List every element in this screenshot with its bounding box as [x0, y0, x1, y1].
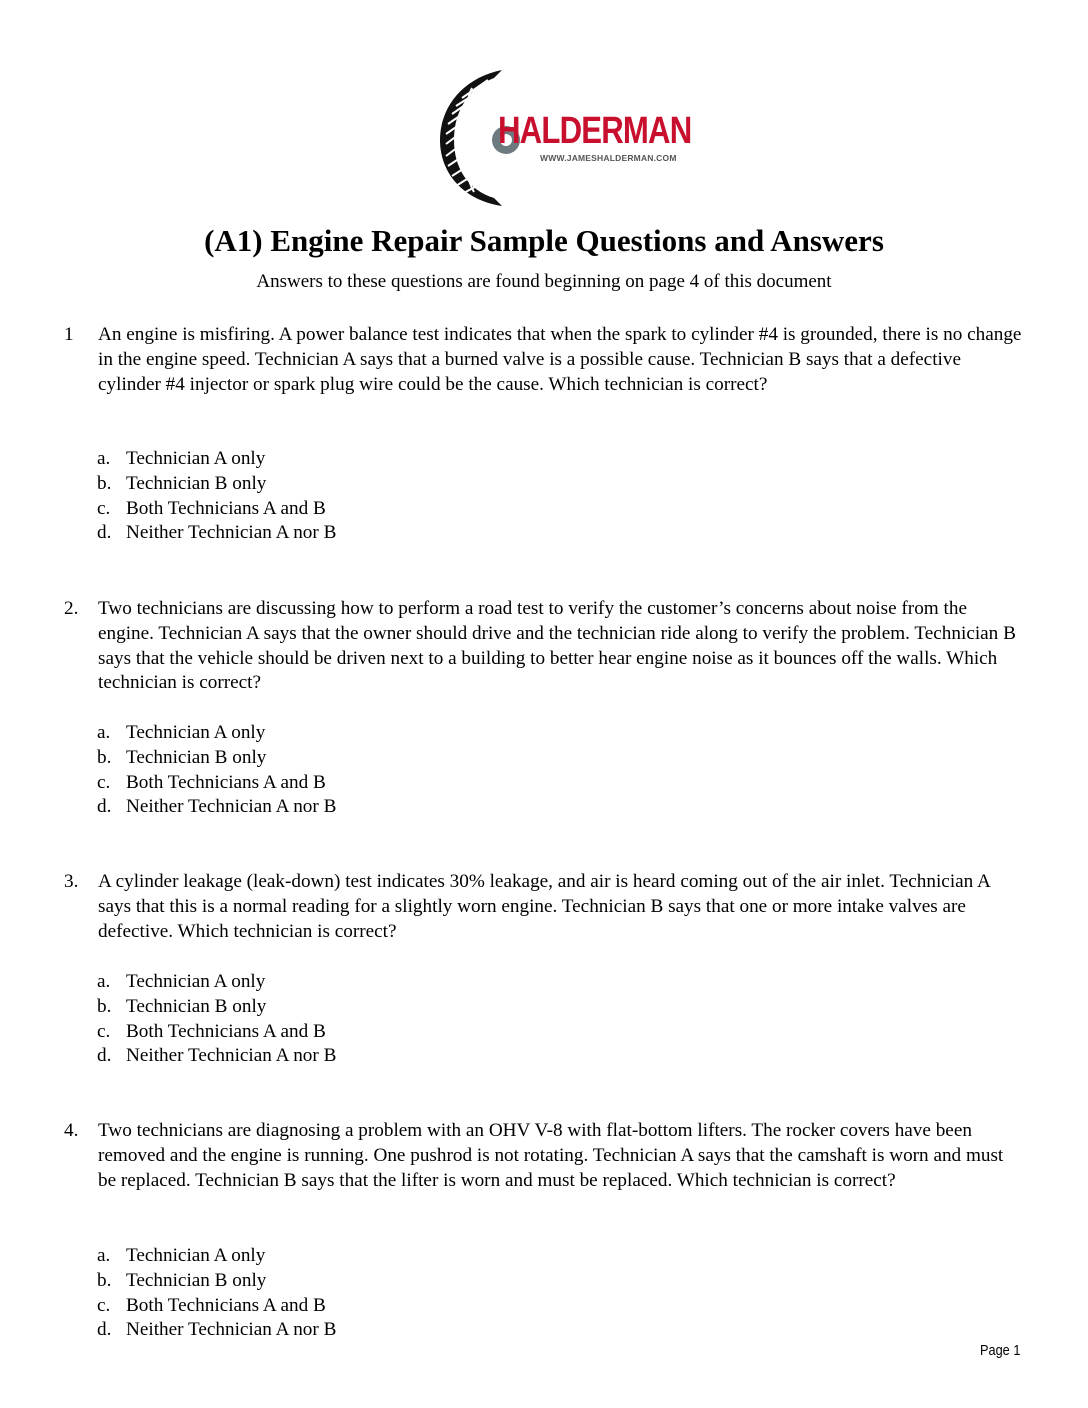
- option-letter: a.: [97, 971, 111, 992]
- option-text: Both Technicians A and B: [126, 1020, 326, 1042]
- option-b: [97, 746, 336, 771]
- option-letter: c.: [97, 771, 111, 793]
- question-number: 4.: [64, 1120, 79, 1141]
- option-c: [97, 497, 336, 522]
- option-d: [97, 1318, 336, 1343]
- option-text: Both Technicians A and B: [126, 1294, 326, 1316]
- question-text: A cylinder leakage (leak-down) test indicates 30% leakage, and air is heard coming out of the air inlet. Technician A says that this is a normal reading for a slightly worn engine. Technician B says that one or more intake valves are defective. Which technician is correct?: [98, 871, 990, 942]
- option-letter: b.: [97, 746, 112, 768]
- option-letter: d.: [97, 522, 112, 544]
- option-text: Neither Technician A nor B: [126, 522, 337, 544]
- brand-name: HALDERMAN: [498, 110, 692, 152]
- question-text: Two technicians are discussing how to perform a road test to verify the customer’s concerns about noise from the engine. Technician A says that the owner should drive and the technician ride along to verify the problem. Technician B says that the vehicle should be driven next to a building to better hear engine noise as it bounces off the walls. Which technician is correct?: [98, 598, 1016, 694]
- option-a: [97, 721, 336, 746]
- option-d: [97, 795, 336, 820]
- option-b: [97, 1269, 336, 1294]
- question-number: 2.: [64, 598, 79, 619]
- option-letter: a.: [97, 1245, 111, 1266]
- option-letter: a.: [97, 448, 111, 469]
- page-subtitle: Answers to these questions are found beginning on page 4 of this document: [256, 271, 832, 292]
- option-letter: c.: [97, 1294, 111, 1316]
- option-d: [97, 1044, 336, 1069]
- question-text: Two technicians are diagnosing a problem with an OHV V-8 with flat-bottom lifters. The rocker covers have been removed and the engine is running. One pushrod is not rotating. Technician A says that the camshaft is worn and must be replaced. Technician B says that the lifter is worn and must be replaced. Which technician is correct?: [98, 1120, 1004, 1191]
- brand-url: WWW.JAMESHALDERMAN.COM: [540, 153, 677, 163]
- question-2-options: [97, 721, 336, 820]
- option-c: [97, 1294, 336, 1319]
- option-text: Technician B only: [126, 746, 267, 768]
- option-text: Neither Technician A nor B: [126, 1045, 337, 1067]
- question-number: 1: [64, 324, 74, 345]
- option-a: [97, 970, 336, 995]
- halderman-logo: [432, 68, 692, 208]
- question-2: [64, 597, 1024, 696]
- option-letter: b.: [97, 472, 112, 494]
- question-1: [64, 323, 1024, 397]
- option-c: [97, 1020, 336, 1045]
- option-letter: c.: [97, 497, 111, 519]
- question-number: 3.: [64, 871, 79, 892]
- option-letter: b.: [97, 995, 112, 1017]
- option-text: Both Technicians A and B: [126, 497, 326, 519]
- option-text: Technician B only: [126, 995, 267, 1017]
- option-c: [97, 771, 336, 796]
- question-text: An engine is misfiring. A power balance test indicates that when the spark to cylinder #4 is grounded, there is no change in the engine speed. Technician A says that a burned valve is a possible cause. Technician B says that a defective cylinder #4 injector or spark plug wire could be the cause. Which technician is correct?: [98, 324, 1022, 395]
- option-text: Technician B only: [126, 1269, 267, 1291]
- option-letter: d.: [97, 1319, 112, 1341]
- option-letter: d.: [97, 1045, 112, 1067]
- option-a: [97, 1244, 336, 1269]
- option-a: [97, 447, 336, 472]
- option-text: Both Technicians A and B: [126, 771, 326, 793]
- option-text: Technician B only: [126, 472, 267, 494]
- option-d: [97, 521, 336, 546]
- option-text: Neither Technician A nor B: [126, 1319, 337, 1341]
- question-4-options: [97, 1244, 336, 1343]
- question-3: [64, 870, 1024, 944]
- option-text: Technician A only: [126, 722, 266, 743]
- option-letter: d.: [97, 796, 112, 818]
- option-b: [97, 472, 336, 497]
- question-1-options: [97, 447, 336, 546]
- question-3-options: [97, 970, 336, 1069]
- option-text: Technician A only: [126, 971, 266, 992]
- option-b: [97, 995, 336, 1020]
- question-4: [64, 1119, 1024, 1193]
- page-number: Page 1: [980, 1342, 1021, 1359]
- option-letter: c.: [97, 1020, 111, 1042]
- option-letter: b.: [97, 1269, 112, 1291]
- page-title: (A1) Engine Repair Sample Questions and Answers: [204, 223, 884, 258]
- option-text: Technician A only: [126, 448, 266, 469]
- option-letter: a.: [97, 722, 111, 743]
- option-text: Neither Technician A nor B: [126, 796, 337, 818]
- option-text: Technician A only: [126, 1245, 266, 1266]
